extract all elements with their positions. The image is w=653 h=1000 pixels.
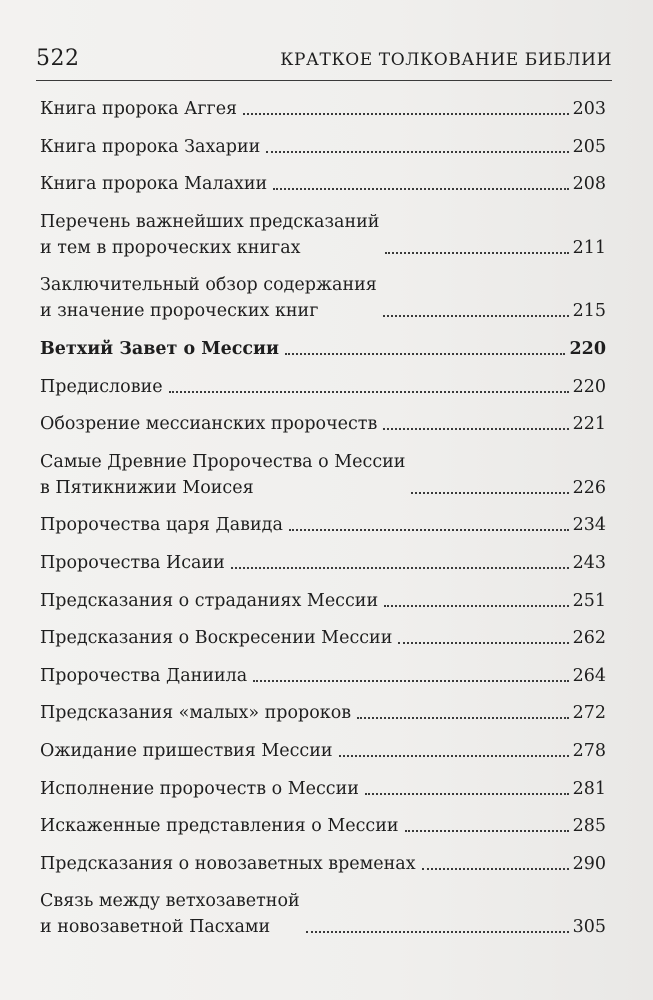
toc-entry-title (40, 625, 392, 651)
dot-leader (169, 391, 569, 393)
toc-entry-title-line: Книга пророка Захарии (40, 136, 261, 157)
toc-entry-title-line: Книга пророка Малахии (40, 174, 268, 195)
dot-leader (365, 793, 569, 795)
toc-page-number: 262 (572, 628, 606, 649)
toc-entry (40, 336, 606, 362)
dot-leader (383, 428, 568, 430)
toc-entry-title (40, 588, 378, 614)
toc-entry-title-line: Исполнение пророчеств о Мессии (40, 778, 359, 799)
toc-entry-title-line: Искаженные представления о Мессии (40, 816, 399, 837)
toc-page-number: 211 (572, 237, 606, 258)
dot-leader (266, 151, 568, 153)
toc-entry-title (40, 336, 279, 362)
dot-leader (422, 868, 569, 870)
toc-entry-title (40, 888, 300, 940)
toc-entry-title (40, 738, 333, 764)
toc-page-number: 251 (572, 590, 606, 611)
toc-page-number: 243 (572, 552, 606, 573)
toc-entry-title (40, 374, 163, 400)
toc-entry-title (40, 813, 399, 839)
book-title: КРАТКОЕ ТОЛКОВАНИЕ БИБЛИИ (280, 50, 612, 70)
toc-entry (40, 171, 606, 197)
toc-entry (40, 96, 606, 122)
dot-leader (285, 353, 565, 355)
toc-entry-title (40, 512, 283, 538)
toc-entry (40, 813, 606, 839)
toc-entry-title-line: Предсказания о новозаветных временах (40, 853, 416, 874)
dot-leader (385, 252, 568, 254)
toc-page-number: 221 (572, 414, 606, 435)
toc-entry-title (40, 449, 405, 501)
running-head (36, 40, 612, 81)
toc-entry-title-line: Предисловие (40, 376, 163, 397)
toc-entry-title-line: и новозаветной Пасхами (40, 917, 271, 938)
toc-entry-title-line: Ожидание пришествия Мессии (40, 740, 333, 761)
toc-entry-title-line: Связь между ветхозаветной (40, 891, 300, 912)
dot-leader (384, 605, 568, 607)
dot-leader (339, 755, 569, 757)
toc-page-number: 281 (572, 778, 606, 799)
toc-page-number: 290 (572, 853, 606, 874)
toc-entry-title-line: Перечень важнейших предсказаний (40, 211, 380, 232)
toc-entry-title (40, 776, 359, 802)
dot-leader (231, 567, 569, 569)
toc-entry-title-line: Предсказания о Воскресении Мессии (40, 628, 393, 649)
dot-leader (398, 642, 568, 644)
dot-leader (273, 188, 568, 190)
toc-entry-title (40, 209, 379, 261)
toc-entry-title (40, 96, 237, 122)
toc-page-number: 220 (569, 338, 606, 359)
table-of-contents (40, 96, 606, 952)
toc-page-number: 215 (572, 301, 606, 322)
toc-entry (40, 888, 606, 940)
toc-page-number: 285 (572, 816, 606, 837)
toc-entry (40, 411, 606, 437)
toc-entry-title (40, 663, 247, 689)
toc-page-number: 208 (572, 174, 606, 195)
toc-entry-title-line: Ветхий Завет о Мессии (40, 338, 279, 359)
toc-entry (40, 776, 606, 802)
toc-entry (40, 449, 606, 501)
toc-entry (40, 851, 606, 877)
toc-page-number: 203 (572, 99, 606, 119)
toc-entry-title (40, 700, 351, 726)
toc-entry (40, 550, 606, 576)
dot-leader (243, 113, 568, 115)
toc-page-number: 234 (572, 515, 606, 536)
dot-leader (289, 529, 569, 531)
toc-entry-title-line: Заключительный обзор содержания (40, 275, 377, 296)
dot-leader (383, 315, 569, 317)
toc-entry (40, 134, 606, 160)
toc-entry-title (40, 411, 377, 437)
toc-entry (40, 588, 606, 614)
toc-entry-title-line: и значение пророческих книг (40, 301, 319, 322)
toc-page-number: 272 (572, 703, 606, 724)
toc-entry (40, 272, 606, 324)
toc-entry-title-line: Самые Древние Пророчества о Мессии (40, 451, 406, 472)
page-number: 522 (36, 46, 80, 71)
toc-entry-title-line: в Пятикнижии Моисея (40, 477, 254, 498)
toc-entry-title-line: Предсказания о страданиях Мессии (40, 590, 379, 611)
toc-entry-title-line: и тем в пророческих книгах (40, 237, 301, 258)
toc-entry-title-line: Обозрение мессианских пророчеств (40, 414, 378, 435)
toc-entry (40, 374, 606, 400)
toc-page-number: 278 (572, 740, 606, 761)
toc-entry-title-line: Пророчества царя Давида (40, 515, 283, 536)
toc-page-number: 220 (572, 376, 606, 397)
toc-entry-title (40, 851, 416, 877)
toc-entry-title (40, 171, 267, 197)
dot-leader (306, 931, 569, 933)
toc-entry-title-line: Предсказания «малых» пророков (40, 703, 352, 724)
toc-entry-title (40, 272, 377, 324)
dot-leader (253, 680, 568, 682)
toc-entry-title-line: Пророчества Даниила (40, 665, 248, 686)
toc-entry-title (40, 134, 260, 160)
toc-page-number: 305 (572, 917, 606, 938)
toc-entry (40, 209, 606, 261)
toc-page-number: 264 (572, 665, 606, 686)
toc-page-number: 205 (572, 136, 606, 157)
toc-entry (40, 625, 606, 651)
toc-entry-title-line: Книга пророка Аггея (40, 99, 238, 119)
toc-entry (40, 700, 606, 726)
toc-entry (40, 663, 606, 689)
toc-entry (40, 512, 606, 538)
dot-leader (405, 830, 569, 832)
toc-entry (40, 738, 606, 764)
toc-page-number: 226 (572, 477, 606, 498)
toc-entry-title (40, 550, 225, 576)
toc-entry-title-line: Пророчества Исаии (40, 552, 225, 573)
dot-leader (411, 492, 568, 494)
dot-leader (357, 717, 569, 719)
